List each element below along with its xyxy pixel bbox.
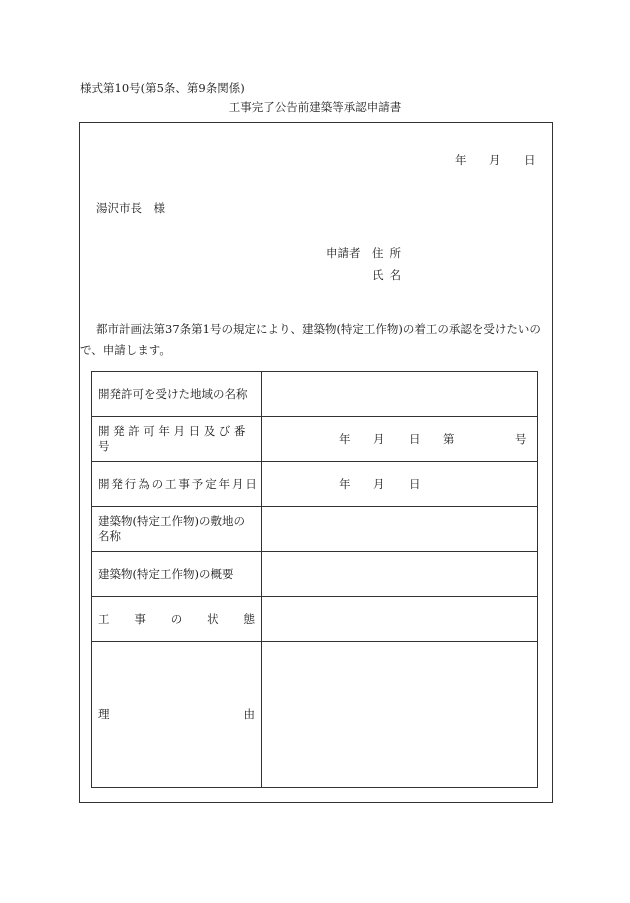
- table-row: [92, 462, 538, 507]
- addressee: 湯沢市長 様: [96, 201, 165, 215]
- table-row: [92, 417, 538, 462]
- permit-year-label: 年: [339, 432, 351, 446]
- label-char: 事: [134, 611, 146, 626]
- label-char: 工: [98, 611, 110, 626]
- reason-label: [98, 707, 261, 722]
- row-label-overview: 建築物(特定工作物)の概要: [92, 552, 262, 597]
- construction-status-label: [98, 612, 261, 627]
- label-char: 理: [98, 707, 110, 721]
- row-label-construction-status: [92, 597, 262, 642]
- date-day-label: 日: [524, 153, 536, 167]
- table-row: [92, 642, 538, 788]
- scheduled-year-label: 年: [339, 477, 351, 491]
- date-month-label: 月: [489, 153, 501, 167]
- row-label-site-name: 建築物(特定工作物)の敷地の名称: [92, 507, 262, 552]
- scheduled-date-field[interactable]: [262, 462, 538, 507]
- form-number: 様式第10号(第5条、第9条関係): [80, 81, 245, 95]
- overview-field[interactable]: [262, 552, 538, 597]
- label-char: 由: [243, 707, 255, 721]
- scheduled-month-label: 月: [373, 477, 385, 491]
- applicant-address-label: 住所: [372, 246, 407, 260]
- permit-day-label: 日: [409, 432, 421, 446]
- table-row: [92, 597, 538, 642]
- application-statement: 都市計画法第37条第1号の規定により、建築物(特定工作物)の着工の承認を受けたいので、申請します。: [80, 322, 541, 357]
- row-label-development-area: 開発許可を受けた地域の名称: [92, 372, 262, 417]
- permit-go-label: 号: [515, 432, 527, 446]
- development-area-field[interactable]: [262, 372, 538, 417]
- label-char: 態: [243, 611, 255, 626]
- reason-field[interactable]: [262, 642, 538, 788]
- scheduled-day-label: 日: [409, 477, 421, 491]
- site-name-field[interactable]: [262, 507, 538, 552]
- permit-date-number-field[interactable]: [262, 417, 538, 462]
- row-label-scheduled-date: 開発行為の工事予定年月日: [92, 462, 262, 507]
- date-year-label: 年: [455, 153, 467, 167]
- construction-status-field[interactable]: [262, 597, 538, 642]
- applicant-label: 申請者: [326, 246, 361, 260]
- applicant-name-label: 氏名: [372, 268, 407, 282]
- label-char: 状: [207, 611, 219, 626]
- table-row: [92, 372, 538, 417]
- permit-month-label: 月: [373, 432, 385, 446]
- application-table: [91, 371, 538, 788]
- row-label-reason: [92, 642, 262, 788]
- table-row: [92, 552, 538, 597]
- row-label-permit-date-number: 開発許可年月日及び番号: [92, 417, 262, 462]
- document-title: 工事完了公告前建築等承認申請書: [228, 100, 402, 114]
- table-row: [92, 507, 538, 552]
- label-char: の: [170, 611, 183, 626]
- permit-dai-label: 第: [443, 432, 455, 446]
